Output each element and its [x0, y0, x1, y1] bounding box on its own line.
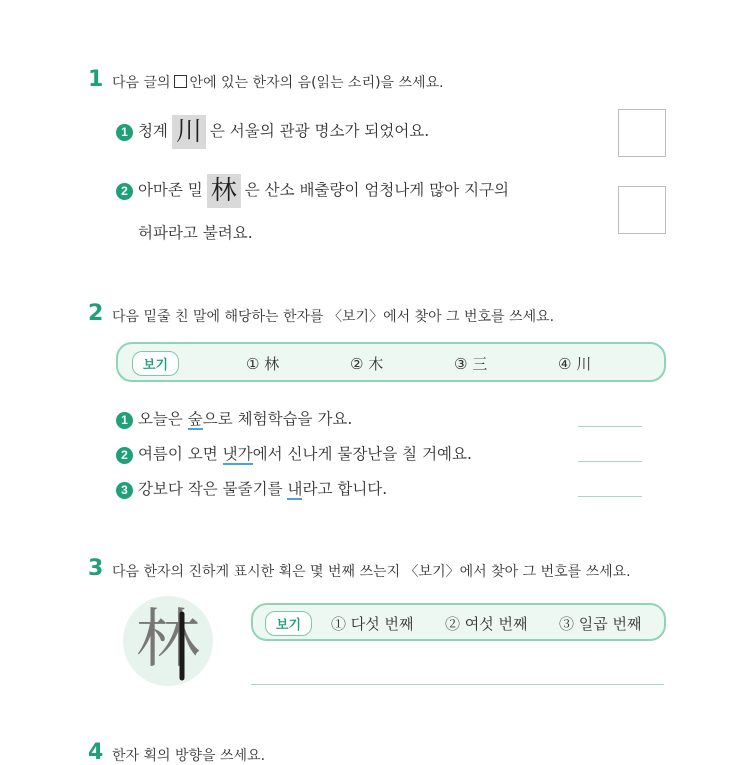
q1-item-1 [116, 115, 429, 149]
q2-option-3: ③ 三 [454, 355, 488, 373]
q3-bogi-label: 보기 [265, 611, 312, 636]
q2-item-3-post: 라고 합니다. [302, 480, 388, 498]
q3-option-1: ① 다섯 번째 [331, 615, 414, 633]
q2-answer-line-1[interactable] [578, 426, 642, 427]
q1-item-1-post: 은 서울의 관광 명소가 되었어요. [209, 122, 430, 140]
q3-hanja: 林 [136, 603, 200, 677]
q1-item-1-hanja: 川 [172, 115, 206, 149]
item-number-badge: 3 [116, 482, 133, 499]
q1-instruction [112, 72, 444, 92]
q2-bogi-label: 보기 [132, 351, 179, 376]
q1-item-2-line2: 허파라고 불려요. [138, 224, 253, 242]
q3-answer-line[interactable] [251, 684, 664, 685]
q1-item-2-hanja: 林 [207, 174, 241, 208]
q1-answer-box-2[interactable] [618, 186, 666, 234]
q2-answer-line-3[interactable] [578, 496, 642, 497]
bold-stroke-mark [123, 596, 213, 686]
q3-instruction: 다음 한자의 진하게 표시한 획은 몇 번째 쓰는지 〈보기〉에서 찾아 그 번호를 쓰세요. [112, 564, 631, 580]
item-number-badge: 2 [116, 183, 133, 200]
q1-item-1-pre: 청계 [137, 122, 168, 140]
q2-number: 2 [88, 301, 104, 326]
q2-answer-line-2[interactable] [578, 461, 642, 462]
q2-item-1-post: 으로 체험학습을 가요. [202, 410, 353, 428]
q1-item-2-pre: 아마존 밀 [137, 181, 203, 199]
q1-item-2-post: 은 산소 배출량이 엄청나게 많아 지구의 [244, 181, 509, 199]
item-number-badge: 1 [116, 412, 133, 429]
empty-box-icon [174, 75, 187, 88]
q3-hanja-circle [123, 596, 213, 686]
q2-bogi-box [116, 342, 666, 382]
q1-answer-box-1[interactable] [618, 109, 666, 157]
q4-number: 4 [88, 740, 104, 765]
q3-option-2: ② 여섯 번째 [445, 615, 528, 633]
q1-item-2 [116, 174, 509, 208]
q1-instruction-pre: 다음 글의 [112, 75, 171, 91]
q2-item-3-underlined: 내 [287, 480, 303, 498]
q2-item-2-post: 에서 신나게 물장난을 칠 거예요. [252, 445, 472, 463]
q1-instruction-post: 안에 있는 한자의 음(읽는 소리)을 쓰세요. [189, 75, 444, 91]
item-number-badge: 1 [116, 124, 133, 141]
q2-item-1-pre: 오늘은 [137, 410, 188, 428]
item-number-badge: 2 [116, 447, 133, 464]
q1-number: 1 [88, 67, 104, 92]
q2-option-4: ④ 川 [558, 355, 592, 373]
q2-option-1: ① 林 [246, 355, 280, 373]
q3-number: 3 [88, 556, 104, 581]
q2-item-2-pre: 여름이 오면 [137, 445, 223, 463]
q3-option-3: ③ 일곱 번째 [559, 615, 642, 633]
q2-item-1 [116, 407, 352, 429]
q4-instruction: 한자 획의 방향을 쓰세요. [112, 748, 266, 764]
q3-bogi-box [251, 603, 666, 641]
q2-option-2: ② 木 [350, 355, 384, 373]
q2-item-1-underlined: 숲 [187, 410, 203, 428]
q2-instruction: 다음 밑줄 친 말에 해당하는 한자를 〈보기〉에서 찾아 그 번호를 쓰세요. [112, 309, 555, 325]
q2-item-2 [116, 442, 472, 464]
q2-item-2-underlined: 냇가 [222, 445, 253, 463]
q2-item-3 [116, 477, 387, 499]
q2-item-3-pre: 강보다 작은 물줄기를 [137, 480, 288, 498]
